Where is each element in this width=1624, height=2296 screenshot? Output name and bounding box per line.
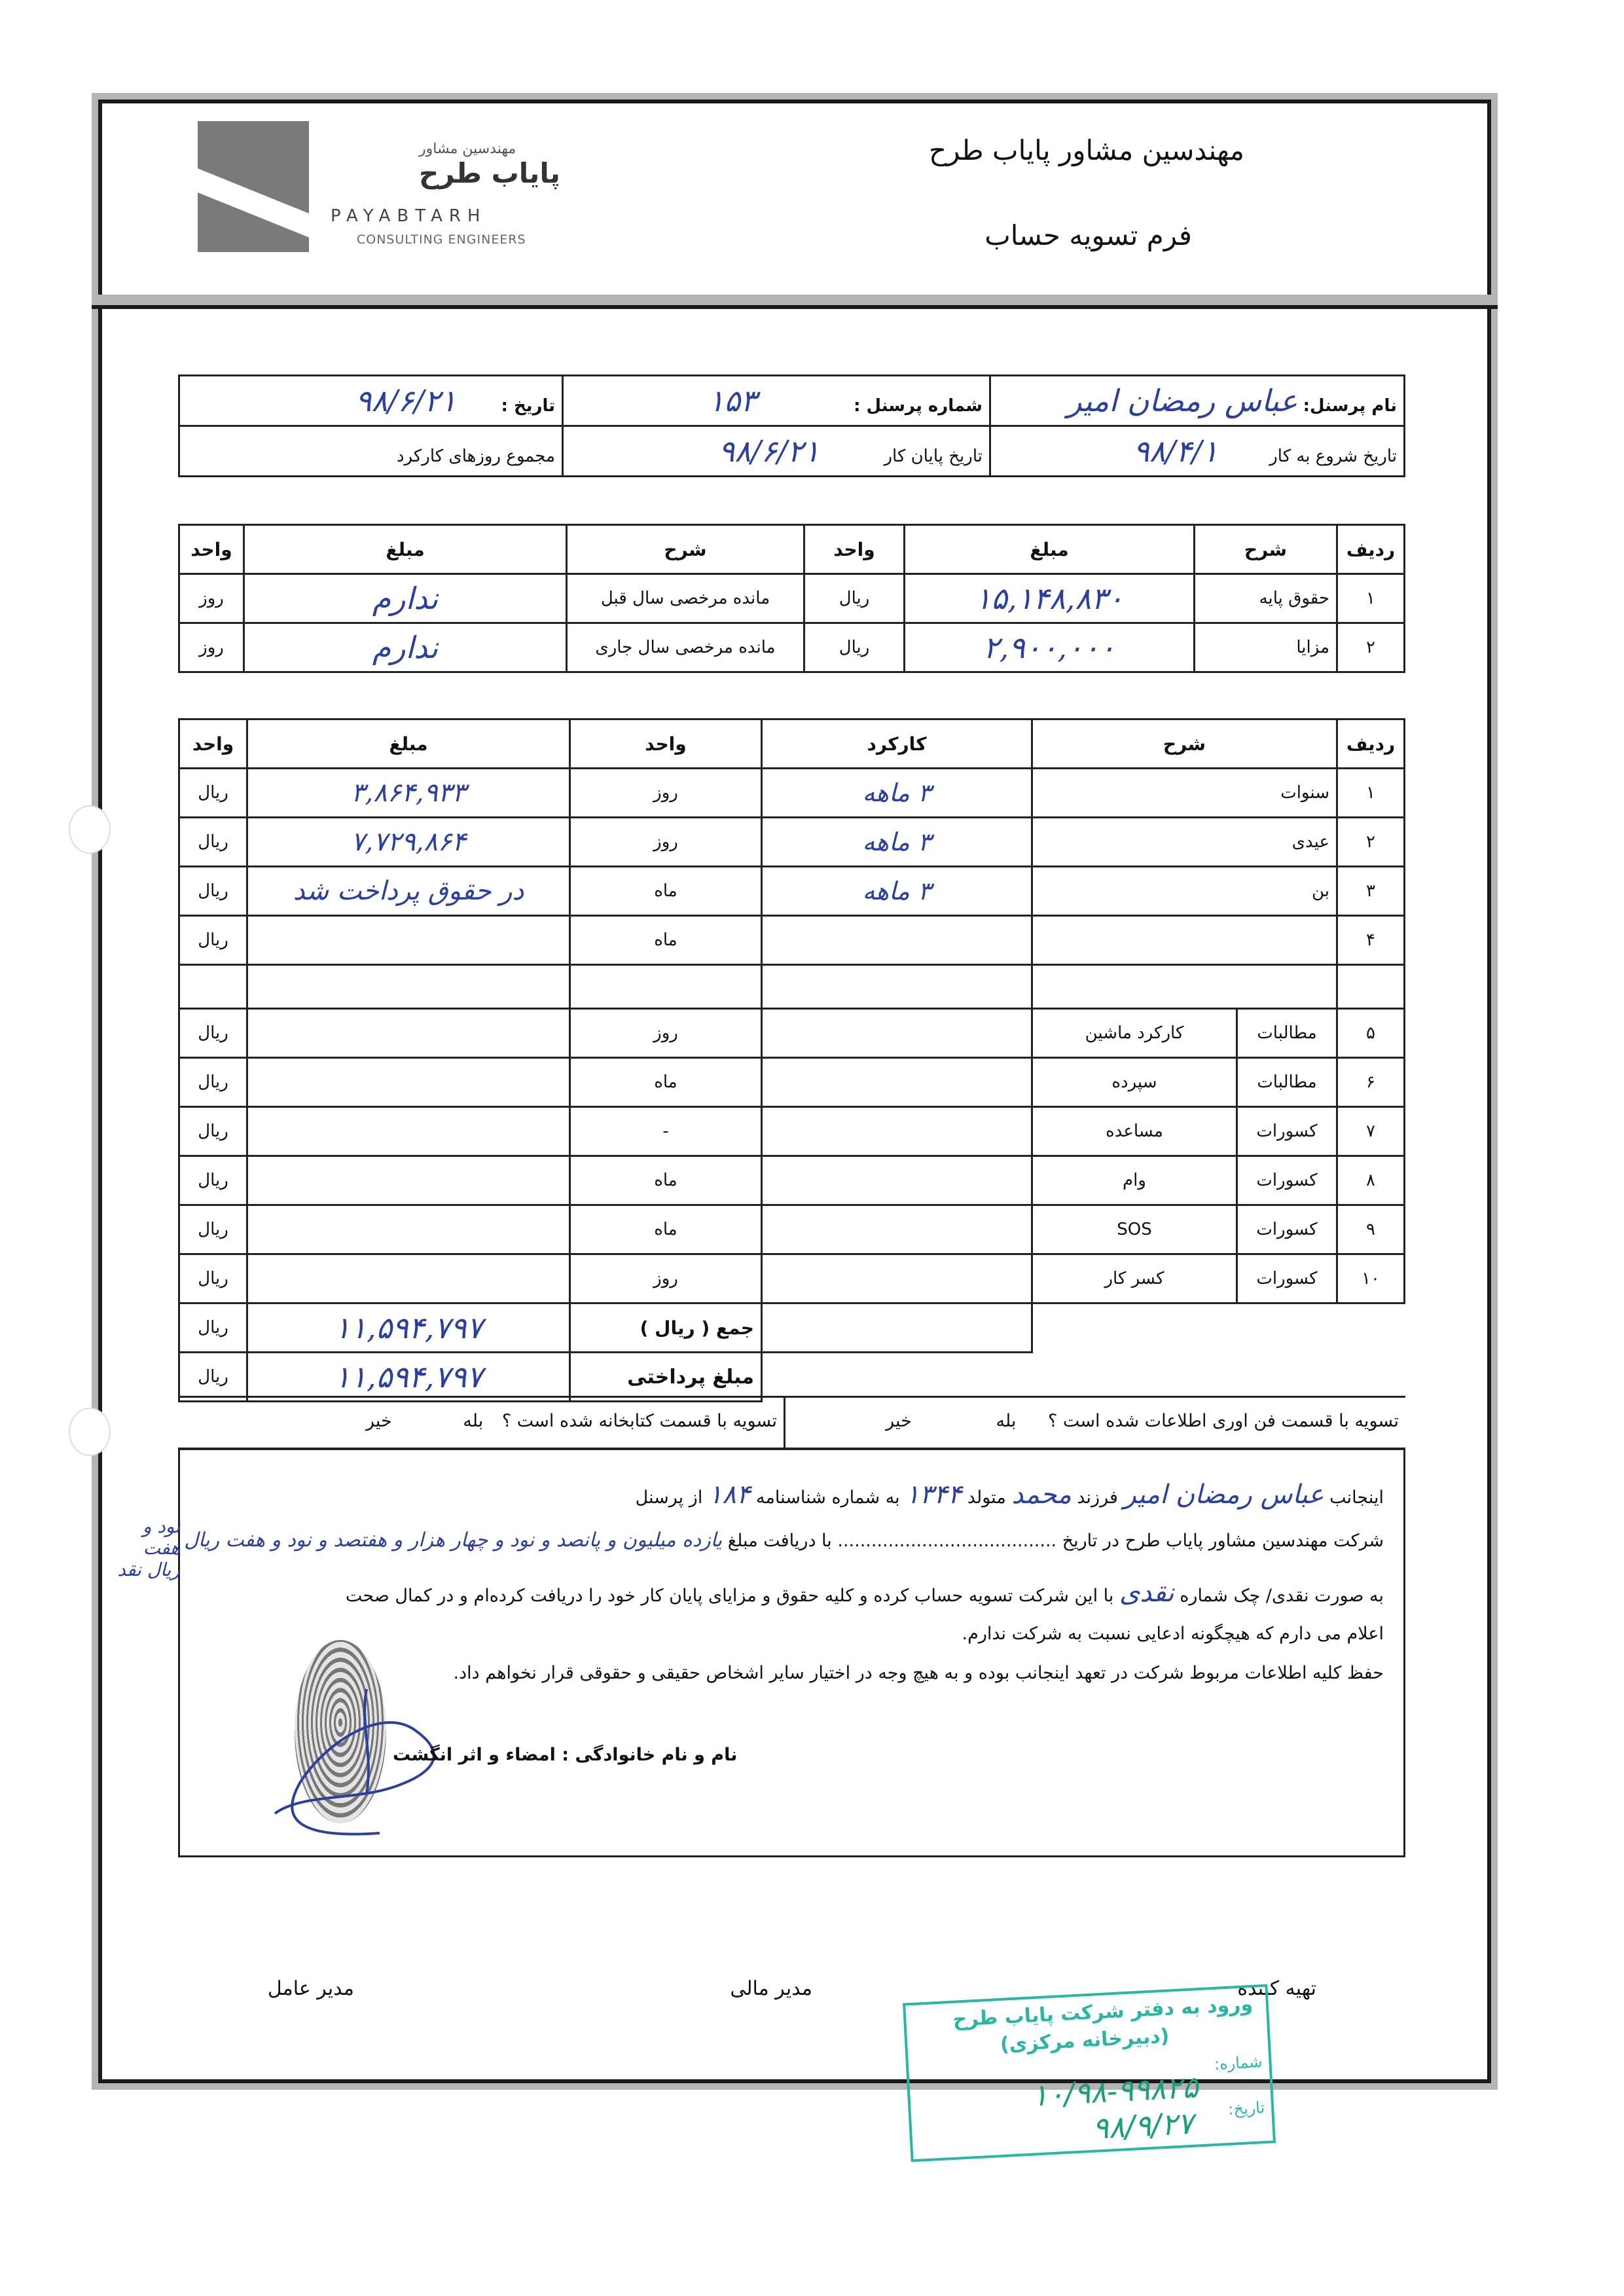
row-unit: ماه xyxy=(569,916,761,965)
col-header: شرح xyxy=(567,525,804,574)
row-amount[interactable] xyxy=(247,1156,569,1205)
row-desc: کسر کار xyxy=(1032,1254,1236,1303)
row-no: ۶ xyxy=(1337,1058,1405,1107)
row-unit2: روز xyxy=(179,574,244,623)
col-header: مبلغ xyxy=(244,525,567,574)
row-no: ۱ xyxy=(1337,574,1405,623)
table-row xyxy=(179,769,1405,818)
row-unit2: روز xyxy=(179,623,244,672)
name-value[interactable]: عباس رمضان امیر xyxy=(1067,383,1298,418)
decl-text: از پرسنل xyxy=(635,1487,703,1508)
it-question: تسویه با قسمت فن اوری اطلاعات شده است ؟ xyxy=(1048,1411,1399,1431)
row-work[interactable]: ۳ ماهه xyxy=(761,867,1032,916)
row-unit2: ریال xyxy=(179,818,247,867)
row-unit2: ریال xyxy=(179,1107,247,1156)
row-unit: ریال xyxy=(804,623,905,672)
table-row xyxy=(179,623,1405,672)
header-divider xyxy=(92,295,1498,309)
stamp-line-2: (دبیرخانه مرکزی) xyxy=(1000,2024,1170,2057)
row-work[interactable] xyxy=(761,1205,1032,1254)
row-category: مطالبات xyxy=(1237,1009,1337,1058)
col-header: مبلغ xyxy=(247,720,569,769)
row-no: ۳ xyxy=(1337,867,1405,916)
table-row xyxy=(179,818,1405,867)
total-label: جمع ( ریال ) xyxy=(569,1303,761,1353)
declaration-line-3 xyxy=(346,1578,1384,1608)
row-amount[interactable] xyxy=(247,1009,569,1058)
payable-unit: ریال xyxy=(179,1353,247,1402)
row-amount[interactable] xyxy=(247,1107,569,1156)
date-cell xyxy=(179,376,563,426)
declaration-line-2 xyxy=(184,1529,1384,1552)
row-desc2: مانده مرخصی سال قبل xyxy=(567,574,804,623)
table-row xyxy=(179,1009,1405,1058)
table-row xyxy=(179,1205,1405,1254)
row-amount[interactable]: ۳,۸۶۴,۹۳۳ xyxy=(247,769,569,818)
row-unit2: ریال xyxy=(179,1205,247,1254)
col-header: شرح xyxy=(1032,720,1337,769)
decl-text: فرزند xyxy=(1077,1487,1118,1508)
table-row xyxy=(179,916,1405,965)
row-amount[interactable] xyxy=(247,916,569,965)
total-empty xyxy=(761,1303,1032,1353)
clearance-divider xyxy=(784,1398,785,1448)
row-unit: ریال xyxy=(804,574,905,623)
row-category: مطالبات xyxy=(1237,1058,1337,1107)
decl-text: با دریافت مبلغ xyxy=(727,1531,832,1551)
row-desc: مزایا xyxy=(1195,623,1337,672)
row-unit: ماه xyxy=(569,1205,761,1254)
stamp-date-value: ۹۸/۹/۲۷ xyxy=(1091,2105,1195,2146)
row-desc: عیدی xyxy=(1032,818,1337,867)
it-yes-option[interactable]: بله xyxy=(996,1411,1017,1431)
col-header: واحد xyxy=(179,720,247,769)
col-header: واحد xyxy=(569,720,761,769)
row-category: کسورات xyxy=(1237,1205,1337,1254)
it-no-option[interactable]: خیر xyxy=(886,1411,912,1431)
declaration-line-4: اعلام می دارم که هیچگونه ادعایی نسبت به شرکت ندارم. xyxy=(962,1624,1384,1644)
row-category: کسورات xyxy=(1237,1156,1337,1205)
row-no: ۸ xyxy=(1337,1156,1405,1205)
row-desc: وام xyxy=(1032,1156,1236,1205)
decl-id-no[interactable]: ۱۸۴ xyxy=(708,1480,751,1510)
row-unit: روز xyxy=(569,1009,761,1058)
workdays-cell xyxy=(179,426,563,477)
logo-fa-name: پایاب طرح xyxy=(419,157,560,189)
info-row xyxy=(179,376,1405,426)
row-desc2: مانده مرخصی سال جاری xyxy=(567,623,804,672)
clearance-row xyxy=(178,1396,1405,1449)
row-unit: روز xyxy=(569,1254,761,1303)
start-cell xyxy=(990,426,1405,477)
company-title: مهندسین مشاور پایاب طرح xyxy=(928,134,1244,166)
payable-row xyxy=(179,1353,1405,1402)
row-work[interactable] xyxy=(761,1254,1032,1303)
library-clearance xyxy=(366,1411,777,1431)
row-amount[interactable]: ۱۵,۱۴۸,۸۳۰ xyxy=(905,574,1195,623)
row-no: ۹ xyxy=(1337,1205,1405,1254)
row-desc: سنوات xyxy=(1032,769,1337,818)
decl-date-blank[interactable]: ....................................... xyxy=(837,1531,1057,1551)
row-amount2[interactable]: ندارم xyxy=(244,574,567,623)
logo-icon xyxy=(198,121,309,252)
start-label: تاریخ شروع به کار xyxy=(1269,446,1397,466)
row-amount[interactable]: ۷,۷۲۹,۸۶۴ xyxy=(247,818,569,867)
personnel-no-label: شماره پرسنل : xyxy=(854,396,983,416)
table-row xyxy=(179,1156,1405,1205)
punch-hole xyxy=(69,1408,111,1456)
blank-row xyxy=(179,965,1405,1009)
stamp-number-value: ۱۰/۹۸-۹۹۸۲۵ xyxy=(1030,2069,1199,2113)
row-unit2: ریال xyxy=(179,769,247,818)
row-desc: بن xyxy=(1032,867,1337,916)
row-desc: سپرده xyxy=(1032,1058,1236,1107)
decl-text: متولد xyxy=(967,1487,1006,1508)
declaration-line-5: حفظ کلیه اطلاعات مربوط شرکت در تعهد اینجانب بوده و به هیچ وجه در اختیار سایر اشخاص حقیقی و حقوقی قرار نخواهم داد. xyxy=(453,1663,1384,1683)
settlement-items-table xyxy=(178,718,1405,1402)
punch-hole xyxy=(69,805,111,854)
table-row xyxy=(179,867,1405,916)
stamp-line-1: ورود به دفتر شرکت پایاب طرح xyxy=(952,1992,1254,2032)
salary-leave-table xyxy=(178,524,1405,673)
total-value[interactable]: ۱۱,۵۹۴,۷۹۷ xyxy=(247,1303,569,1353)
library-yes-option[interactable]: بله xyxy=(463,1411,484,1431)
row-no: ۱۰ xyxy=(1337,1254,1405,1303)
col-header: مبلغ xyxy=(905,525,1195,574)
row-unit: روز xyxy=(569,769,761,818)
signature-label: نام و نام خانوادگی : امضاء و اثر انگشت xyxy=(393,1745,738,1765)
workdays-label: مجموع روزهای کارکرد xyxy=(396,446,555,466)
date-value[interactable]: ۹۸/۶/۲۱ xyxy=(355,383,457,418)
decl-birth[interactable]: ۱۳۴۴ xyxy=(905,1480,962,1510)
row-amount[interactable] xyxy=(247,1205,569,1254)
info-row xyxy=(179,426,1405,477)
it-clearance xyxy=(886,1411,1399,1431)
row-no: ۲ xyxy=(1337,623,1405,672)
table-header-row xyxy=(179,720,1405,769)
total-unit: ریال xyxy=(179,1303,247,1353)
row-work[interactable] xyxy=(761,1058,1032,1107)
col-header: واحد xyxy=(804,525,905,574)
stamp-date-label: تاریخ: xyxy=(1227,2098,1265,2119)
row-unit: ماه xyxy=(569,867,761,916)
col-header: کارکرد xyxy=(761,720,1032,769)
row-desc: حقوق پایه xyxy=(1195,574,1337,623)
row-work[interactable]: ۳ ماهه xyxy=(761,769,1032,818)
end-cell xyxy=(563,426,990,477)
row-work[interactable] xyxy=(761,916,1032,965)
row-unit2: ریال xyxy=(179,1254,247,1303)
total-row xyxy=(179,1303,1405,1353)
personnel-no-cell xyxy=(563,376,990,426)
stamp-number-label: شماره: xyxy=(1214,2052,1263,2073)
library-no-option[interactable]: خیر xyxy=(365,1411,392,1431)
decl-name[interactable]: عباس رمضان امیر xyxy=(1123,1480,1324,1510)
payable-label: مبلغ پرداختی xyxy=(569,1353,761,1402)
row-unit2: ریال xyxy=(179,867,247,916)
personnel-no-value[interactable]: ۱۵۳ xyxy=(708,383,757,418)
row-unit: روز xyxy=(569,818,761,867)
row-work[interactable]: ۳ ماهه xyxy=(761,818,1032,867)
decl-text: شرکت مهندسین مشاور پایاب طرح در تاریخ xyxy=(1062,1531,1384,1551)
decl-text: با این شرکت تسویه حساب کرده و کلیه حقوق و مزایای پایان کار خود را دریافت کرده‌ام و در کمال صحت xyxy=(345,1586,1114,1606)
end-label: تاریخ پایان کار xyxy=(884,446,983,466)
start-value[interactable]: ۹۸/۴/۱ xyxy=(1133,433,1218,469)
row-amount2[interactable]: ندارم xyxy=(244,623,567,672)
declaration-line-1 xyxy=(636,1480,1384,1510)
row-amount[interactable] xyxy=(247,1254,569,1303)
library-question: تسویه با قسمت کتابخانه شده است ؟ xyxy=(501,1411,777,1431)
row-unit: ماه xyxy=(569,1058,761,1107)
row-unit: ماه xyxy=(569,1156,761,1205)
personnel-info-table xyxy=(178,374,1405,477)
row-desc: مساعده xyxy=(1032,1107,1236,1156)
row-work[interactable] xyxy=(761,1009,1032,1058)
form-title: فرم تسویه حساب xyxy=(984,219,1192,251)
margin-note: نود و هفت ریال نقد xyxy=(117,1516,180,1580)
name-cell xyxy=(990,376,1405,426)
row-amount[interactable]: در حقوق پرداخت شد xyxy=(247,867,569,916)
row-unit2: ریال xyxy=(179,916,247,965)
row-no: ۱ xyxy=(1337,769,1405,818)
row-category: کسورات xyxy=(1237,1107,1337,1156)
row-no: ۴ xyxy=(1337,916,1405,965)
col-header: شرح xyxy=(1195,525,1337,574)
col-header: ردیف xyxy=(1337,525,1405,574)
row-amount[interactable]: ۲,۹۰۰,۰۰۰ xyxy=(905,623,1195,672)
row-desc: SOS xyxy=(1032,1205,1236,1254)
name-label: نام پرسنل: xyxy=(1303,396,1397,416)
decl-text: اینجانب xyxy=(1329,1487,1384,1508)
decl-text: به شماره شناسنامه xyxy=(755,1487,900,1508)
entry-stamp xyxy=(903,1984,1276,2162)
decl-payment-method[interactable]: نقدی xyxy=(1119,1578,1174,1608)
row-amount[interactable] xyxy=(247,1058,569,1107)
col-header: واحد xyxy=(179,525,244,574)
col-header: ردیف xyxy=(1337,720,1405,769)
finance-manager-label: مدیر مالی xyxy=(730,1977,812,2000)
ceo-label: مدیر عامل xyxy=(267,1977,354,2000)
row-no: ۲ xyxy=(1337,818,1405,867)
row-no: ۷ xyxy=(1337,1107,1405,1156)
logo-en-name: PAYABTARH xyxy=(331,206,487,226)
table-row xyxy=(179,1107,1405,1156)
row-desc xyxy=(1032,916,1337,965)
row-unit: - xyxy=(569,1107,761,1156)
row-unit2: ریال xyxy=(179,1058,247,1107)
preparer-label: تهیه کننده xyxy=(1237,1977,1316,2000)
decl-text: به صورت نقدی/ چک شماره xyxy=(1180,1586,1384,1606)
logo-fa-small: مهندسین مشاور xyxy=(419,141,516,157)
payable-value[interactable]: ۱۱,۵۹۴,۷۹۷ xyxy=(247,1353,569,1402)
table-row xyxy=(179,1058,1405,1107)
row-unit2: ریال xyxy=(179,1156,247,1205)
table-row xyxy=(179,1254,1405,1303)
table-header-row xyxy=(179,525,1405,574)
date-label: تاریخ : xyxy=(501,396,555,416)
end-value[interactable]: ۹۸/۶/۲۱ xyxy=(718,433,820,469)
row-unit2: ریال xyxy=(179,1009,247,1058)
decl-amount-words[interactable]: یازده میلیون و پانصد و نود و چهار هزار و هفتصد و نود و هفت ریال xyxy=(184,1529,723,1552)
row-work[interactable] xyxy=(761,1107,1032,1156)
table-row xyxy=(179,574,1405,623)
row-category: کسورات xyxy=(1237,1254,1337,1303)
decl-father[interactable]: محمد xyxy=(1011,1480,1072,1510)
row-desc: کارکرد ماشین xyxy=(1032,1009,1236,1058)
logo-en-sub: CONSULTING ENGINEERS xyxy=(357,232,526,247)
row-work[interactable] xyxy=(761,1156,1032,1205)
row-no: ۵ xyxy=(1337,1009,1405,1058)
